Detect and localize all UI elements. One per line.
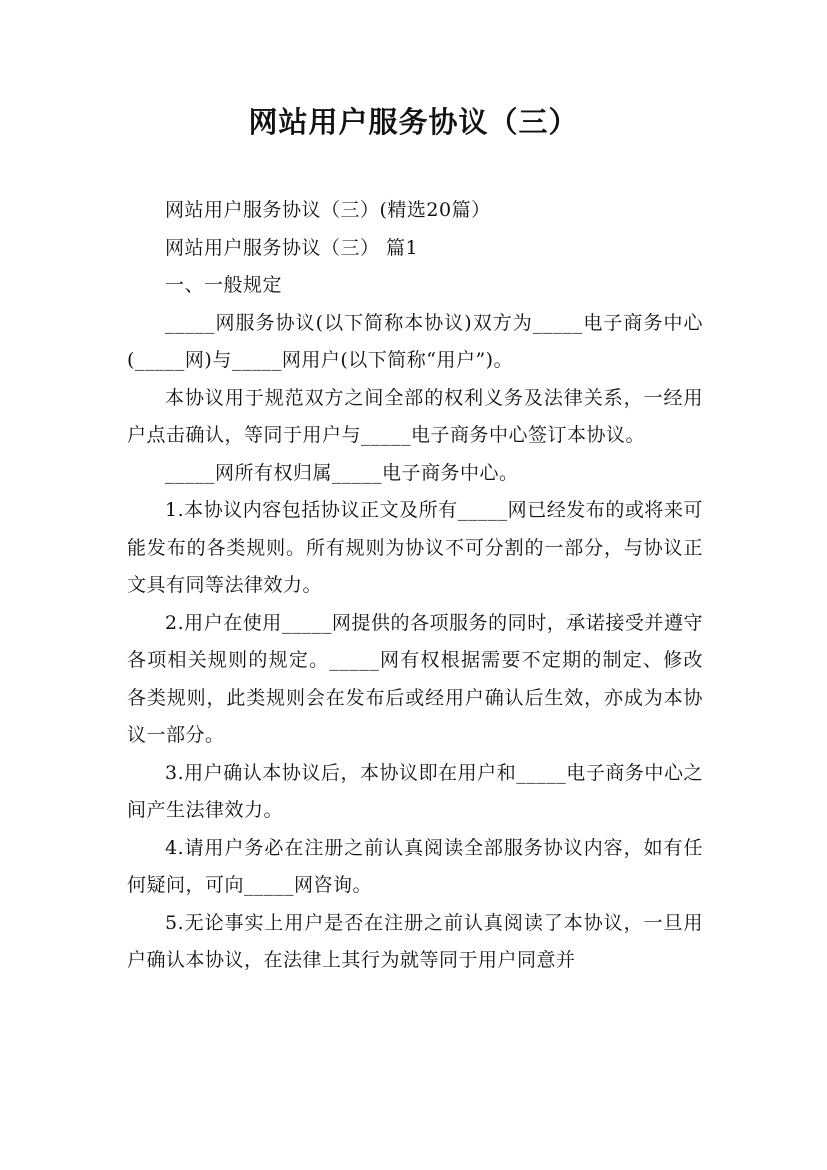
body-paragraph: _____网服务协议(以下简称本协议)双方为_____电子商务中心(_____网)与_____网用户(以下简称“用户”)。	[127, 311, 703, 371]
numbered-clause: 1.本协议内容包括协议正文及所有_____网已经发布的或将来可能发布的各类规则。所有规则为协议不可分割的一部分，与协议正文具有同等法律效力。	[127, 499, 703, 596]
body-paragraph: 本协议用于规范双方之间全部的权利义务及法律关系，一经用户点击确认，等同于用户与_____电子商务中心签订本协议。	[127, 386, 703, 446]
section-subheading: 一、一般规定	[165, 274, 283, 296]
document-body	[127, 192, 703, 980]
document-title: 网站用户服务协议（三）	[248, 105, 579, 139]
numbered-clause: 2.用户在使用_____网提供的各项服务的同时，承诺接受并遵守各项相关规则的规定。_____网有权根据需要不定期的制定、修改各类规则，此类规则会在发布后或经用户确认后生效，亦成为本协议一部分。	[127, 611, 703, 746]
numbered-clause: 4.请用户务必在注册之前认真阅读全部服务协议内容，如有任何疑问，可向_____网咨询。	[127, 836, 703, 896]
body-paragraph: _____网所有权归属_____电子商务中心。	[165, 461, 519, 484]
subtitle-paragraph: 网站用户服务协议（三）(精选20篇）	[165, 199, 491, 221]
section-heading: 网站用户服务协议（三） 篇1	[165, 236, 419, 259]
numbered-clause: 3.用户确认本协议后，本协议即在用户和_____电子商务中心之间产生法律效力。	[127, 761, 703, 821]
numbered-clause: 5.无论事实上用户是否在注册之前认真阅读了本协议，一旦用户确认本协议，在法律上其行为就等同于用户同意并	[127, 911, 703, 971]
